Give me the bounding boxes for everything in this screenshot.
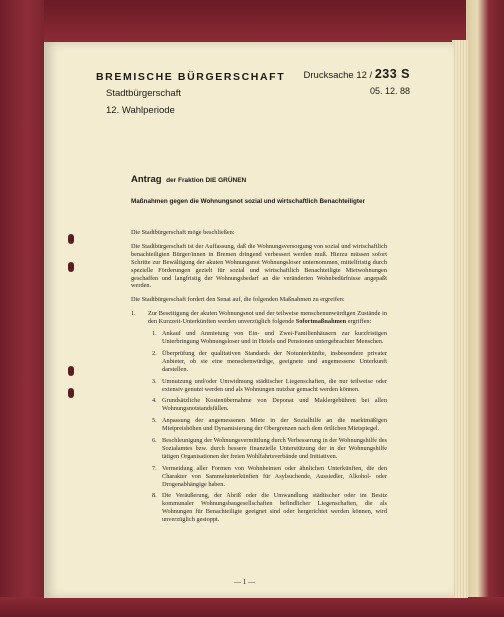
sub-item-number: 4. [152, 397, 157, 405]
punch-hole [68, 262, 74, 272]
paragraph-1: Die Stadtbürgerschaft ist der Auffassung, daß die Wohnungsversorgung von sozial und wirtschaftlich benachteiligten Bürger/innen in Bremen dringend verbessert werden muß. Hierzu müssen sofort Schritte zur Bewältigung der akuten Wohnungsnot Wohnungsloser unternommen, mittelfristig durch spezielle Förderungen gezielt für sozial und wirtschaftlich Benachteiligte Mietwohnungen geschaffen und langfristig der Wohnungsbedarf an die veränderten Wohnbedürfnisse angepaßt werden. [131, 242, 387, 290]
document-date: 05. 12. 88 [369, 86, 410, 96]
drucksache-number: 233 S [374, 67, 410, 81]
sub-item-number: 1. [152, 330, 157, 338]
sub-item-text: Beschleunigung der Wohnungsvermittlung durch Verbesserung in der Wohnungshilfe des Sozialamtes bzw. durch bessere finanzielle Unterstützung der in der Wohnungshilfe tätigen Organisationen der freien Wohlfahrtsverbände und Initiativen. [162, 437, 387, 460]
motion-subject: Maßnahmen gegen die Wohnungsnot sozial und wirtschaftlich Benachteiligter [131, 198, 365, 205]
drucksache-label: Drucksache 12 / [303, 70, 373, 81]
sub-item-text: Überprüfung der qualitativen Standards der Notunterkünfte, insbesondere privater Anbieter, ob sie eine menschenwürdige, geeignete und angemessene Unterkunft darstellen. [162, 349, 387, 373]
motion-body [131, 229, 387, 528]
sub-item-number: 5. [152, 417, 157, 425]
sub-item-number: 3. [152, 377, 157, 385]
list-item-text-a: Zur Beseitigung der akuten Wohnungsnot und der teilweise menschenunwürdigen Zustände in den Kurzzeit-Unterkünften werden unverzüglich folgende [148, 310, 387, 326]
sub-list-item [152, 330, 387, 346]
binder-cover-bottom [0, 597, 504, 617]
binder-cover-left [0, 0, 44, 617]
motion-title [131, 169, 246, 187]
sub-item-number: 7. [152, 464, 157, 472]
sub-item-text: Ankauf und Anmietung von Ein- und Zwei-Familienhäusern zur kurzfristigen Unterbringung Wohnungsloser und in Hotels und Pensionen untergebrachter Menschen. [162, 330, 387, 345]
list-item-text-bold: Sofortmaßnahmen [295, 318, 347, 326]
sub-item-number: 8. [152, 492, 157, 500]
sub-item-text: Anpassung der angemessenen Miete in der Sozialhilfe an die marktmäßigen Mietpreishöhen und Dynamisierung der Obergrenzen nach dem örtlichen Mietspiegel. [162, 417, 387, 433]
document-header-left [96, 71, 285, 121]
binder-cover-right [466, 0, 504, 617]
sub-list [148, 330, 387, 524]
page-edges [452, 40, 468, 598]
binder-cover-top [0, 0, 504, 42]
list-item-text-b: ergriffen: [347, 318, 372, 326]
motion-title-rest: der Fraktion DIE GRÜNEN [166, 177, 247, 184]
sub-list-item [152, 492, 387, 524]
legislative-period: 12. Wahlperiode [106, 105, 175, 116]
punch-hole [68, 388, 74, 398]
sub-list-item [152, 350, 387, 374]
paragraph-2: Die Stadtbürgerschaft fordert den Senat auf, die folgenden Maßnahmen zu ergreifen: [131, 296, 345, 304]
sub-list-item [152, 417, 387, 433]
list-item-number: 1. [131, 310, 136, 318]
sub-item-text: Die Veräußerung, der Abriß oder die Umwandlung städtischer oder im Besitz kommunaler Wohnungsbaugesellschaften befindlicher Liegenschaften, die als Wohnungen für Benachteiligte geeignet sind oder hergerichtet werden können, wird unverzüglich gestoppt. [162, 492, 387, 524]
sub-item-text: Vermeidung aller Formen von Wohnheimen oder ähnlichen Unterkünften, die den Charakter von Sammelunterkünften für Asylsuchende, Aussiedler, Alkohol- oder Drogenabhängige haben. [162, 464, 387, 488]
organization-name: BREMISCHE BÜRGERSCHAFT [96, 71, 286, 83]
sub-list-item [152, 465, 387, 489]
sub-item-number: 6. [152, 437, 157, 445]
chamber-name: Stadtbürgerschaft [106, 88, 181, 99]
punch-hole [68, 366, 74, 376]
sub-item-number: 2. [152, 349, 157, 357]
motion-title-word: Antrag [131, 174, 162, 185]
sub-item-text: Umnutzung und/oder Umwidmung städtischer Liegenschaften, die nur teilweise oder extensiv genutzt werden und als Wohnungen nutzbar gemacht werden können. [162, 377, 387, 393]
sub-list-item [152, 397, 387, 413]
intro-paragraph: Die Stadtbürgerschaft möge beschließen: [131, 229, 235, 236]
list-item-text [148, 310, 387, 326]
drucksache-line [290, 67, 410, 81]
document-header-right [290, 67, 410, 96]
sub-item-text: Grundsätzliche Kostenübernahme von Deponat und Maklergebühren bei allen Wohnungsnotstandsfällen. [162, 397, 387, 413]
list-item [131, 310, 387, 524]
page-number: — 1 — [234, 578, 255, 586]
sub-list-item [152, 378, 387, 394]
punch-hole [68, 234, 74, 244]
sub-list-item [152, 437, 387, 461]
